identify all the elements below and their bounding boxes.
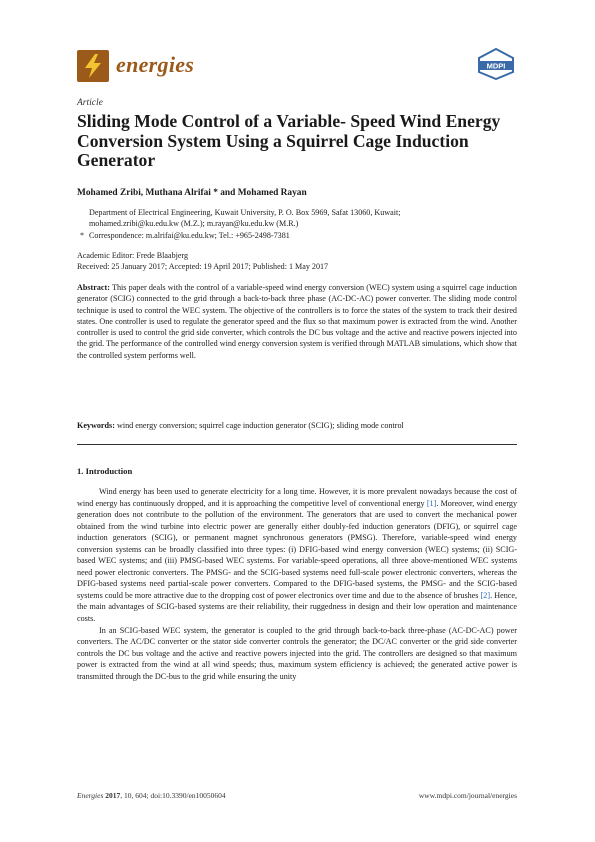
citation-link[interactable]: [1] [426, 498, 437, 508]
section-heading: 1. Introduction [77, 466, 133, 476]
abstract-label: Abstract: [77, 283, 110, 292]
affiliation-emails[interactable]: mohamed.zribi@ku.edu.kw (M.Z.); m.rayan@ku.edu.kw (M.R.) [89, 219, 299, 229]
keywords-text: wind energy conversion; squirrel cage induction generator (SCIG); sliding mode control [116, 421, 404, 430]
journal-logo [77, 50, 109, 82]
publisher-name: MDPI [486, 61, 506, 71]
affiliation-block [77, 207, 517, 241]
correspondence-line [77, 230, 517, 241]
paper-title: Sliding Mode Control of a Variable- Speed Wind Energy Conversion System Using a Squirrel Cage Induction Generator [77, 111, 501, 170]
paragraph-text: . Moreover, wind energy generation does not contribute to the pollution of the environment. The generators that are used to convert the mechanical power obtained from the wind turbine into electric power are generally either doubly-fed induction generators (DFIG), or squirrel cage induction generators (SCIG), or permanent magnet synchronous generators (PMSG). Therefore, variable-speed wind energy conversion systems can be broadly classified into three types: (i) DFIG-based wind energy conversion (WEC) systems; (ii) SCIG-based WEC systems; and (iii) PMSG-based WEC systems. For variable-speed operations, all three above-mentioned WEC systems need power electronic converters. The PMSG- and the SCIG-based systems need full-scale power electronic converters, whereas the DFIG-based systems need partial-scale power converters. Compared to the DFIG-based systems, the PMSG- and the SCIG-based systems could be more attractive due to the dropping cost of power electronics over time and due to the absence of brushes [77, 498, 518, 600]
mdpi-logo[interactable] [476, 48, 516, 80]
footer-doi[interactable]: , 10, 604; doi:10.3390/en10050604 [120, 791, 226, 800]
article-type: Article [77, 98, 103, 108]
footer-year: 2017 [105, 791, 121, 800]
correspondence-text[interactable]: Correspondence: m.alrifai@ku.edu.kw; Tel.: +965-2498-7381 [89, 230, 290, 240]
lightning-bolt-icon [77, 50, 109, 82]
keywords-label: Keywords: [77, 421, 115, 430]
paragraph-text: . Hence, the main advantages of SCIG-based systems are their reliability, their ruggedness in design and their low operation and maintenance costs. [77, 590, 517, 624]
body-paragraph: In an SCIG-based WEC system, the generator is coupled to the grid through back-to-back three-phase (AC-DC-AC) power converters. The AC/DC converter or the stator side converter controls the generator; the DC/AC converter or the grid side converter controls the DC bus voltage and the active and reactive powers injected into the grid. The controllers are designed so that maximum power is extracted from the wind at all wind speeds; thus, maximum system efficiency is achieved; the generated active power is transmitted through the DC-bus to the grid while ensuring the unity [77, 625, 517, 681]
affiliation-line: Department of Electrical Engineering, Kuwait University, P. O. Box 5969, Safat 13060, Kuwait; [89, 208, 401, 217]
citation-link[interactable]: [2] [480, 590, 491, 600]
academic-editor: Academic Editor: Frede Blaabjerg [77, 251, 189, 260]
publication-info [77, 250, 517, 273]
paragraph-text: Wind energy has been used to generate electricity for a long time. However, it is more prevalent nowadays because the cost of wind energy has continuously dropped, and it is approaching the competitive level of conventional energy [77, 487, 517, 508]
introduction-body [77, 486, 517, 682]
section-divider [77, 444, 517, 445]
correspondence-mark: * [80, 230, 85, 240]
keywords [77, 420, 517, 431]
footer-url[interactable]: www.mdpi.com/journal/energies [418, 791, 517, 800]
mdpi-logo-icon [476, 48, 516, 80]
abstract-text: This paper deals with the control of a variable-speed wind energy conversion (WEC) system using a squirrel cage induction generator (SCIG) connected to the grid through a back-to-back three phase (AC-DC-AC) power converter. The sliding mode control technique is used to control the WEC system. The objective of the controllers is to force the states of the system to track their desired states. One controller is used to regulate the generator speed and the flux so that maximum power is extracted from the wind. Another controller is used to control the grid side converter, which controls the DC bus voltage and the active and reactive powers injected into the grid. The performance of the controlled wind energy conversion system is verified through MATLAB simulations, which show that the controlled system performs well. [77, 283, 517, 360]
journal-name[interactable]: energies [116, 52, 195, 77]
footer-journal: Energies [77, 791, 104, 800]
footer-citation [77, 791, 226, 800]
abstract [77, 282, 517, 361]
publication-dates: Received: 25 January 2017; Accepted: 19 April 2017; Published: 1 May 2017 [77, 262, 329, 272]
author-list: Mohamed Zribi, Muthana Alrifai * and Mohamed Rayan [77, 188, 307, 198]
body-paragraph [77, 486, 517, 625]
